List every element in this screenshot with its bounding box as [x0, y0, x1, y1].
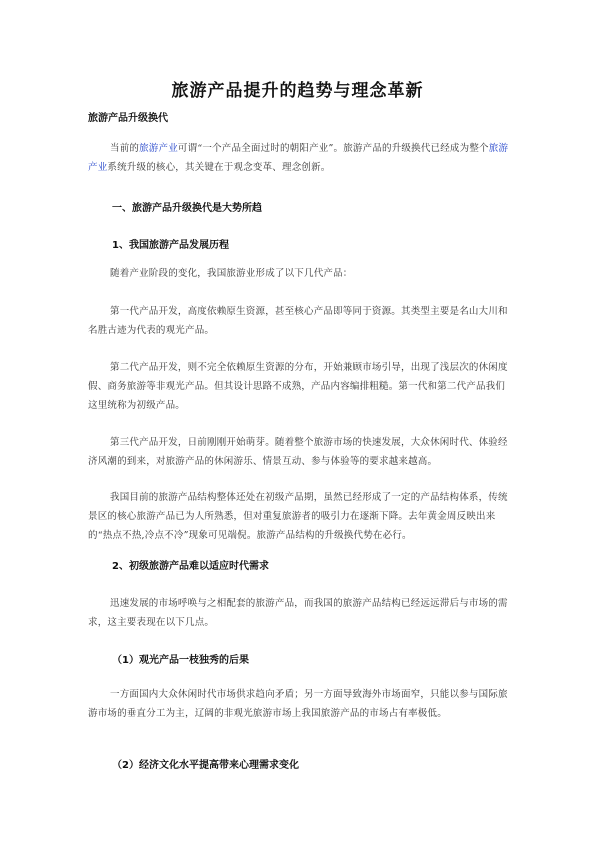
- tourism-industry-link[interactable]: 旅游产业: [139, 143, 178, 154]
- intro-text-3: 系统升级的核心，其关键在于观念变革、理念创新。: [107, 162, 331, 173]
- document-title: 旅游产品提升的趋势与理念革新: [171, 81, 424, 101]
- paragraph-2-text: 第一代产品开发，高度依赖原生资源，甚至核心产品即等同于资源。其类型主要是名山大川和名胜古迹为代表的观光产品。: [88, 306, 508, 336]
- paragraph-7: [88, 685, 513, 723]
- section-heading-1: 一、旅游产品升级换代是大势所趋: [112, 203, 262, 214]
- subsection-heading-3: （1）观光产品一枝独秀的后果: [112, 655, 249, 666]
- intro-text-2: 可谓“一个产品全面过时的朝阳产业”。旅游产品的升级换代已经成为整个: [177, 143, 489, 154]
- paragraph-5: [88, 488, 513, 545]
- tourism-industry-link-2[interactable]: 旅游产业: [88, 143, 509, 173]
- paragraph-3-text: 第二代产品开发，则不完全依赖原生资源的分布，开始兼顾市场引导，出现了浅层次的休闲度假、商务旅游等非观光产品。但其设计思路不成熟，产品内容编排粗糙。第一代和第二代产品我们这里统称为初级产品。: [88, 362, 508, 411]
- paragraph-2: [88, 302, 513, 340]
- intro-text-1: 当前的: [110, 143, 140, 154]
- intro-paragraph: [88, 139, 513, 177]
- paragraph-3: [88, 358, 513, 415]
- document-subtitle: 旅游产品升级换代: [88, 113, 168, 124]
- paragraph-7-text: 一方面国内大众休闲时代市场供求趋向矛盾；另一方面导致海外市场面窄，只能以参与国际旅游市场的垂直分工为主，辽阔的非观光旅游市场上我国旅游产品的市场占有率极低。: [88, 689, 508, 719]
- paragraph-6-text: 迅速发展的市场呼唤与之相配套的旅游产品，而我国的旅游产品结构已经远远滞后与市场的需求，这主要表现在以下几点。: [88, 598, 508, 628]
- paragraph-1: [88, 264, 513, 283]
- paragraph-6: [88, 594, 513, 632]
- paragraph-1-text: 随着产业阶段的变化，我国旅游业形成了以下几代产品：: [110, 268, 353, 279]
- paragraph-4-text: 第三代产品开发，日前刚刚开始萌芽。随着整个旅游市场的快速发展，大众休闲时代、体验经济风潮的到来，对旅游产品的休闲游乐、情景互动、参与体验等的要求越来越高。: [88, 437, 508, 467]
- subsection-heading-4: （2）经济文化水平提高带来心理需求变化: [112, 760, 299, 771]
- paragraph-4: [88, 433, 513, 471]
- subsection-heading-1: 1、我国旅游产品发展历程: [112, 240, 229, 251]
- paragraph-5-text: 我国目前的旅游产品结构整体还处在初级产品期，虽然已经形成了一定的产品结构体系，传统景区的核心旅游产品已为人所熟悉，但对重复旅游者的吸引力在逐渐下降。去年黄金周反映出来的“热点不热,冷点不冷”现象可见端倪。旅游产品结构的升级换代势在必行。: [88, 492, 508, 541]
- subsection-heading-2: 2、初级旅游产品难以适应时代需求: [112, 561, 269, 572]
